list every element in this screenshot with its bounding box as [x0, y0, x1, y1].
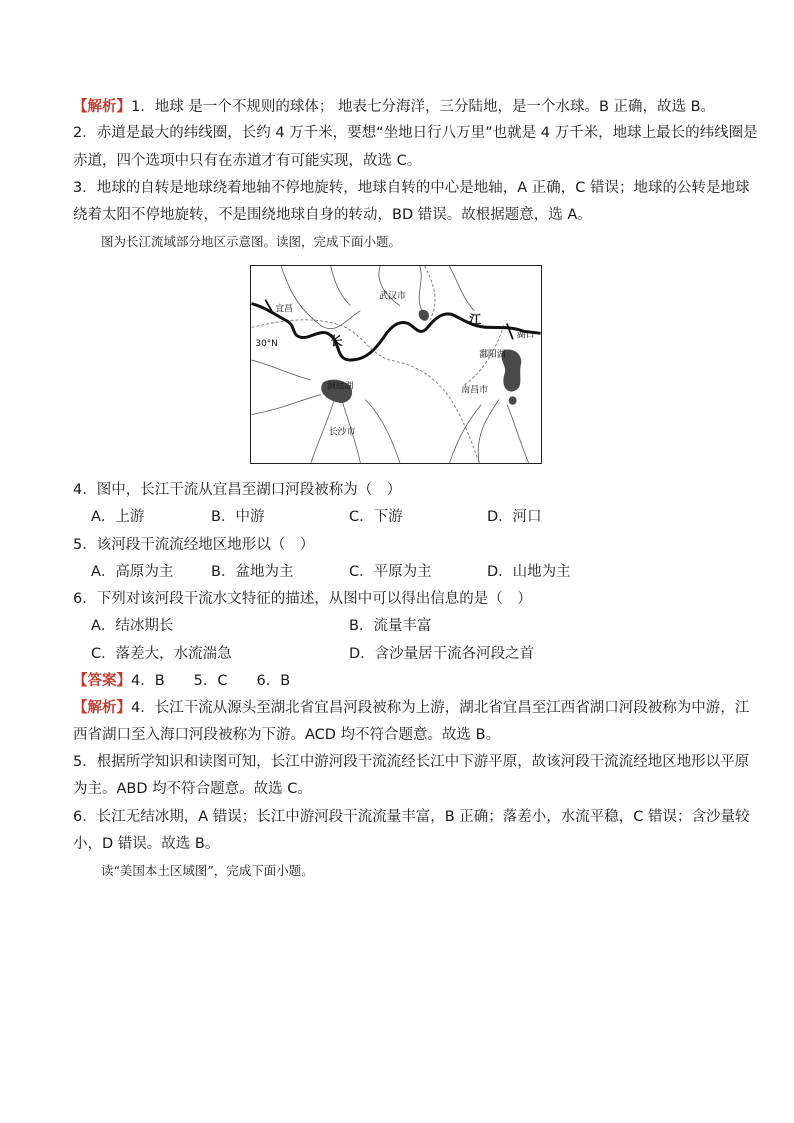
analysis-1-line-1	[73, 98, 715, 116]
q5-option-b: B．盆地为主	[211, 564, 294, 580]
small-lake	[509, 396, 517, 404]
answer-text: 4．B 5．C 6．B	[131, 673, 291, 689]
label-yichang: 宜昌	[275, 304, 294, 315]
q4-option-a: A．上游	[91, 509, 145, 525]
q5-option-a: A．高原为主	[91, 564, 174, 580]
label-chang: 长	[330, 334, 343, 349]
answer-tag: 【答案】	[73, 673, 131, 689]
label-jiang: 江	[469, 312, 482, 327]
analysis-2-line-5: 6．长江无结冰期，A 错误；长江中游河段干流流量丰富，B 正确；落差小，水流平稳，C 错误；含沙量较	[73, 809, 750, 825]
q6-option-a: A．结冰期长	[91, 618, 174, 634]
q6-stem: 6．下列对该河段干流水文特征的描述，从图中可以得出信息的是（ ）	[73, 591, 532, 607]
label-latitude: 30°N	[255, 339, 278, 350]
label-nanchang: 南昌市	[461, 385, 489, 396]
map-caption: 图为长江流域部分地区示意图。读图，完成下面小题。	[101, 234, 402, 249]
analysis-2-line-3: 5．根据所学知识和读图可知，长江中游河段干流流经长江中下游平原，故该河段干流流经地区地形以平原	[73, 754, 750, 770]
q5-stem: 5．该河段干流流经地区地形以（ ）	[73, 537, 315, 553]
analysis-2-tag: 【解析】	[73, 700, 131, 716]
analysis-1-line-2: 2．赤道是最大的纬线圈，长约 4 万千米，要想“坐地日行八万里”也就是 4 万千米，地球上最长的纬线圈是	[73, 125, 758, 141]
analysis-1-line-4: 3．地球的自转是地球绕着地轴不停地旋转，地球自转的中心是地轴，A 正确，C 错误；地球的公转是地球	[73, 180, 750, 196]
q6-option-b: B．流量丰富	[349, 618, 432, 634]
q6-option-d: D．含沙量居干流各河段之首	[349, 646, 535, 662]
analysis-2-line-2: 西省湖口至入海口河段被称为下游。ACD 均不符合题意。故选 B。	[73, 727, 501, 743]
analysis-2-line-4: 为主。ABD 均不符合题意。故选 C。	[73, 781, 312, 797]
q5-option-c: C．平原为主	[349, 564, 432, 580]
yangtze-map	[250, 265, 542, 464]
boundaries	[251, 266, 503, 463]
label-hukou: 湖口	[516, 330, 535, 341]
analysis-1-line-5: 绕着太阳不停地旋转，不是围绕地球自身的转动，BD 错误。故根据题意，选 A。	[73, 207, 592, 223]
q4-stem: 4．图中，长江干流从宜昌至湖口河段被称为（ ）	[73, 482, 402, 498]
label-dongting: 洞庭湖	[326, 381, 354, 392]
analysis-tag: 【解析】	[73, 99, 131, 115]
answer-line	[73, 672, 290, 690]
label-wuhan: 武汉市	[379, 291, 406, 302]
analysis-2-line-6: 小，D 错误。故选 B。	[73, 836, 220, 852]
label-poyang: 鄱阳湖	[479, 350, 506, 361]
next-caption: 读“美国本土区域图”，完成下面小题。	[101, 863, 314, 878]
analysis-1-line-3: 赤道，四个选项中只有在赤道才有可能实现，故选 C。	[73, 153, 422, 169]
q6-option-c: C．落差大，水流湍急	[91, 646, 232, 662]
analysis-1-text-1: 1．地球 是一个不规则的球体； 地表七分海洋，三分陆地，是一个水球。B 正确，故选 B。	[131, 99, 716, 115]
analysis-2-line-1	[73, 699, 749, 717]
label-changsha: 长沙市	[328, 427, 356, 438]
analysis-2-text-1: 4．长江干流从源头至湖北省宜昌河段被称为上游，湖北省宜昌至江西省湖口河段被称为中游，江	[131, 700, 750, 716]
q4-option-c: C．下游	[349, 509, 403, 525]
hukou-marker	[507, 323, 513, 339]
q4-option-b: B．中游	[211, 509, 265, 525]
q5-option-d: D．山地为主	[487, 564, 571, 580]
map-svg	[251, 266, 541, 463]
wuhan-lake	[419, 310, 429, 321]
q4-option-d: D．河口	[487, 509, 542, 525]
